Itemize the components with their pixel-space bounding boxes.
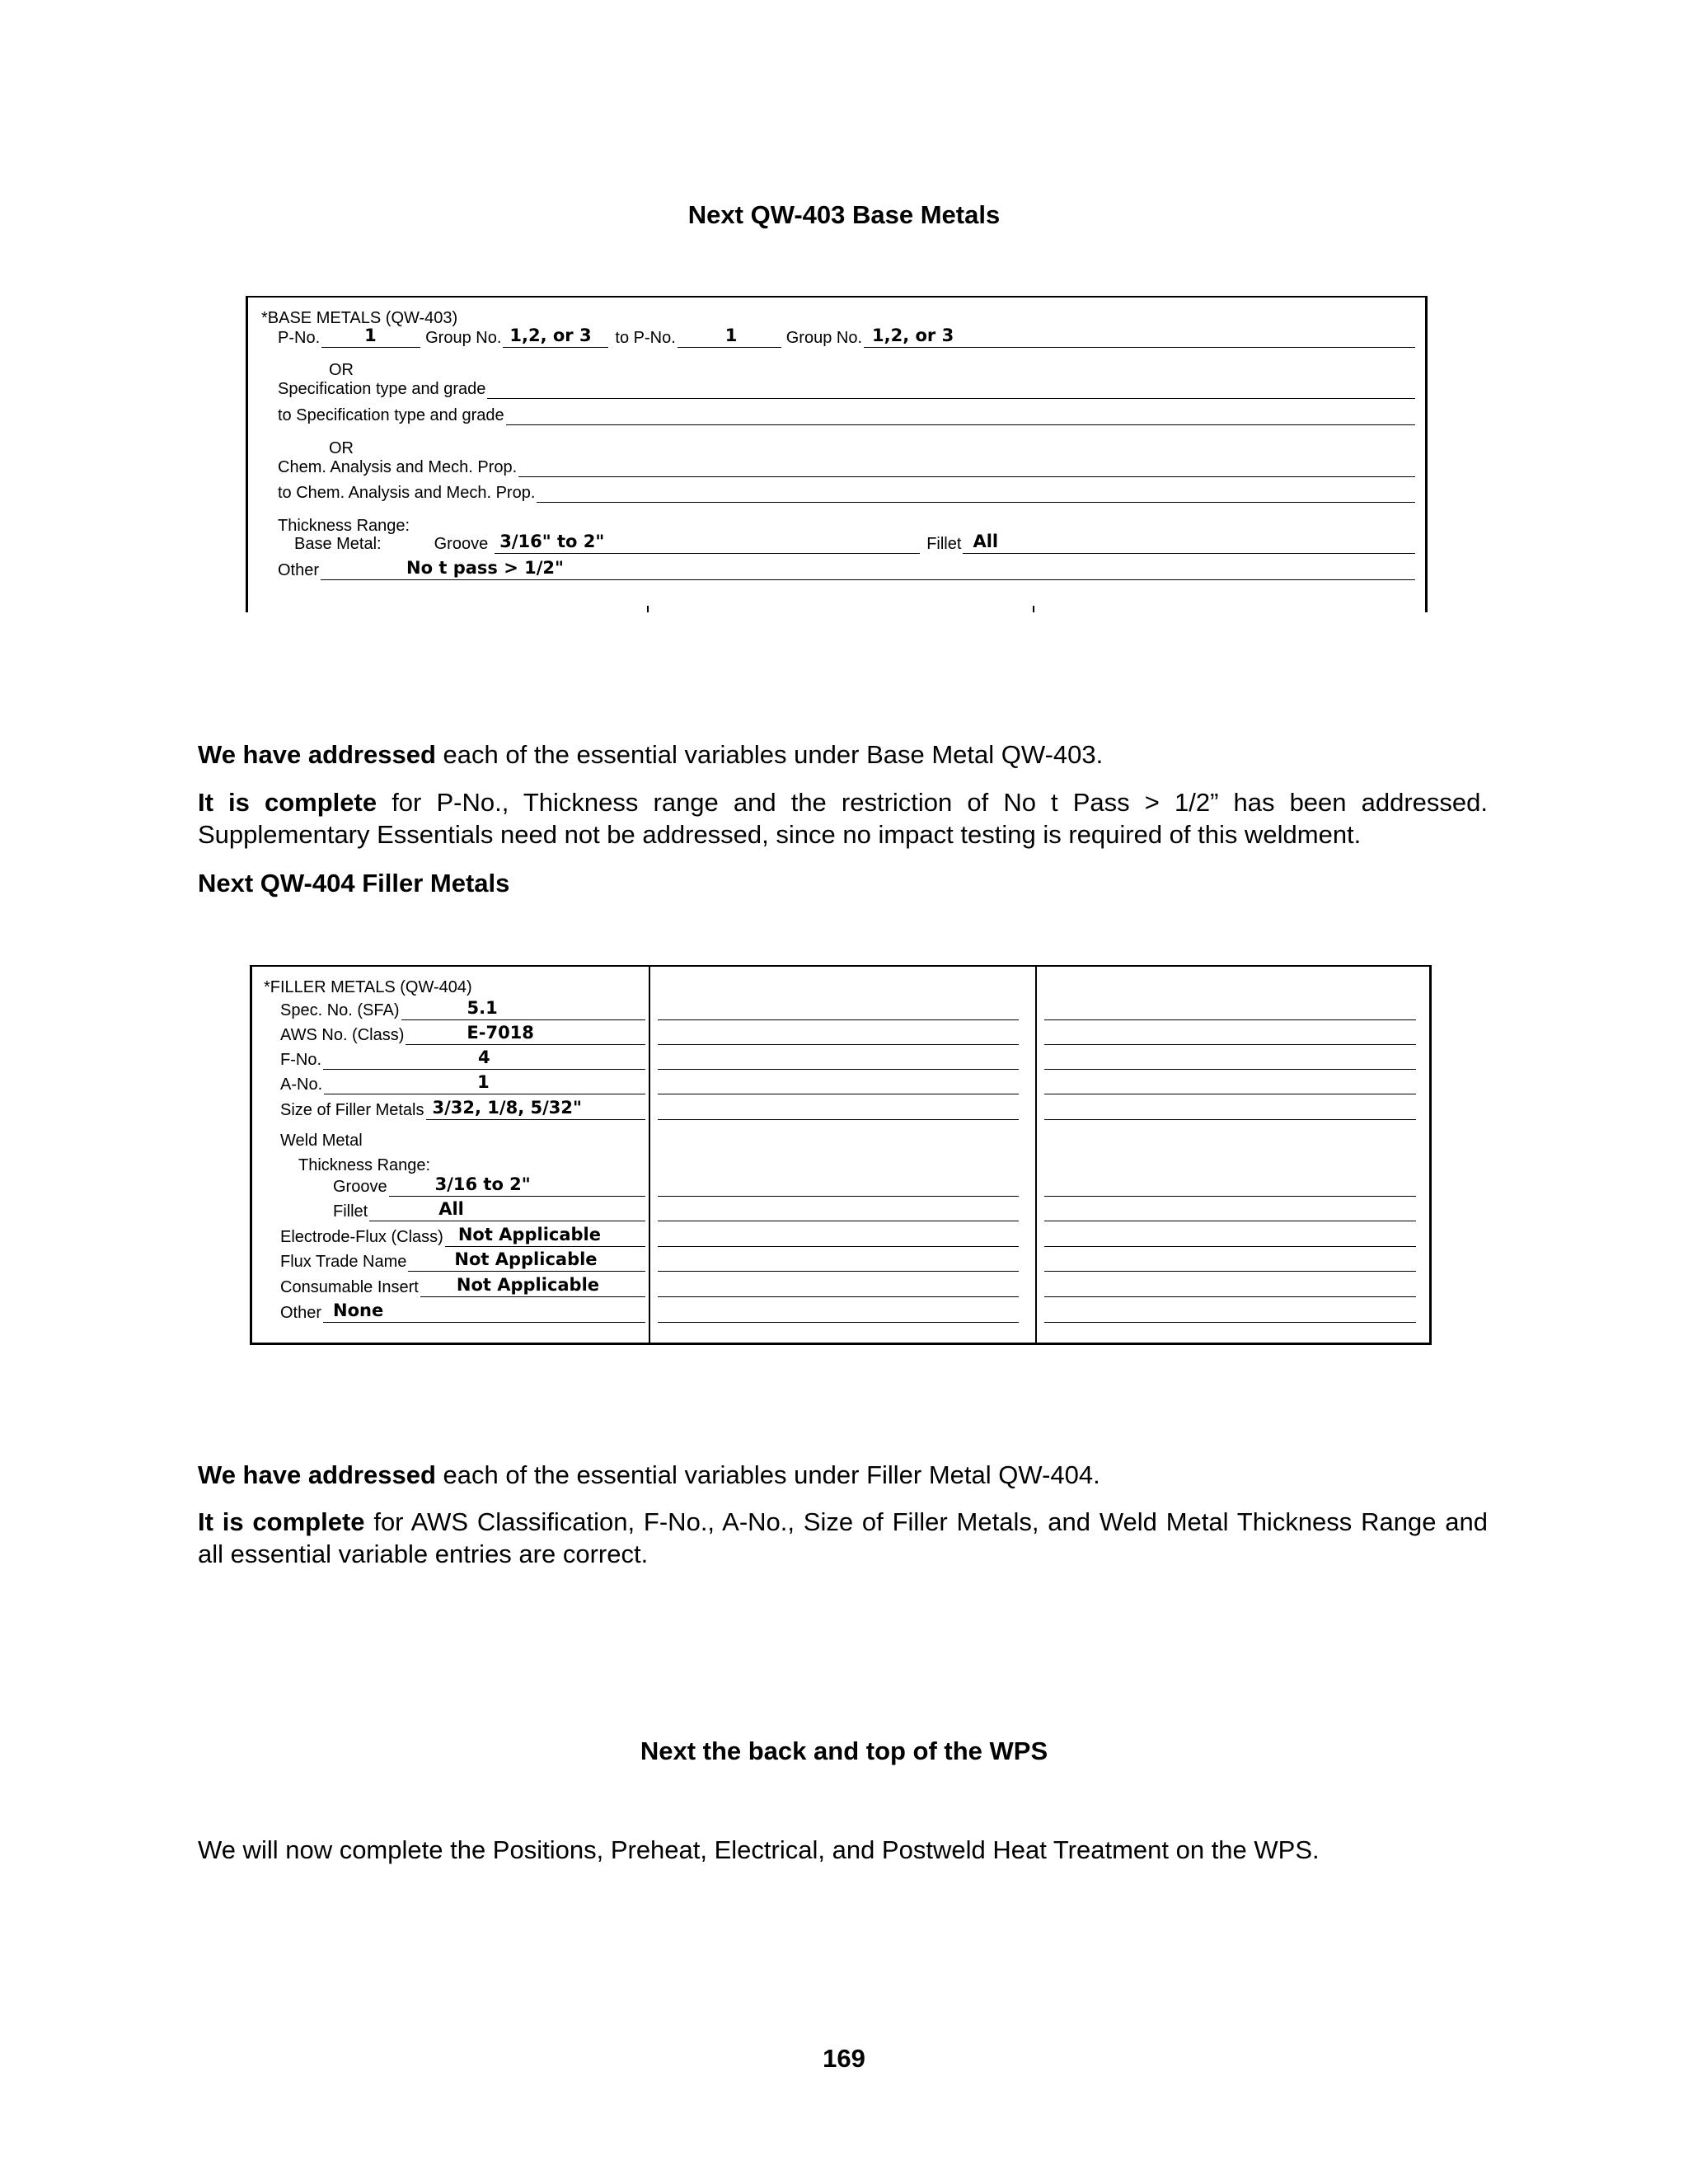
flux-trade-field[interactable]: [408, 1251, 645, 1272]
fillet-field[interactable]: [963, 533, 1415, 554]
spec-no-field[interactable]: [401, 1000, 646, 1020]
to-spec-type-field[interactable]: [506, 405, 1415, 425]
p-no-value: 1: [364, 326, 377, 345]
fm-addressed-paragraph: [198, 1459, 1488, 1491]
electrode-flux-field[interactable]: [445, 1226, 645, 1247]
heading-base-metals: Next QW-403 Base Metals: [687, 200, 1001, 229]
fm-col2-row-line: [658, 1019, 1019, 1020]
fm-col-divider-1: [649, 967, 650, 1343]
fm-col2-row-line: [658, 1044, 1019, 1045]
base-metal-label: Base Metal:: [294, 535, 382, 553]
fm-other-field[interactable]: [323, 1302, 645, 1323]
bm-or-2: OR: [329, 439, 354, 457]
f-no-field[interactable]: [323, 1049, 645, 1070]
to-spec-type-label: to Specification type and grade: [278, 406, 504, 424]
bm-addressed-paragraph: [198, 738, 1488, 771]
fm-col2-row-line: [658, 1069, 1019, 1070]
bm-addressed-rest: each of the essential variables under Base Metal QW-403.: [435, 740, 1104, 769]
fm-col3-row-line: [1044, 1246, 1416, 1247]
to-p-no-field[interactable]: [678, 327, 781, 348]
chem-field[interactable]: [518, 457, 1415, 477]
to-p-no-value: 1: [724, 326, 738, 345]
aws-no-field[interactable]: [406, 1024, 645, 1045]
bm-chem-row: [278, 457, 1415, 477]
bm-title: *BASE METALS (QW-403): [261, 309, 458, 327]
group-no-field[interactable]: [503, 327, 608, 348]
fillet-value: All: [973, 532, 999, 551]
fm-title: *FILLER METALS (QW-404): [264, 978, 472, 996]
fm-fillet-row: [333, 1201, 645, 1221]
aws-no-value: E-7018: [467, 1023, 534, 1043]
bm-other-label: Other: [278, 561, 320, 579]
fm-weld-metal: Weld Metal: [280, 1132, 363, 1150]
fm-fillet-field[interactable]: [369, 1201, 645, 1221]
fm-other-value: None: [333, 1301, 384, 1320]
a-no-field[interactable]: [324, 1074, 645, 1094]
group-no-value: 1,2, or 3: [509, 326, 592, 345]
fm-spec-row: [280, 1000, 645, 1020]
fm-addressed-bold: We have addressed: [198, 1460, 436, 1489]
f-no-value: 4: [478, 1047, 490, 1067]
fm-col3-row-line: [1044, 1296, 1416, 1297]
bm-other-field[interactable]: [321, 560, 1415, 580]
size-label: Size of Filler Metals: [280, 1101, 424, 1119]
fm-col2-row-line: [658, 1246, 1019, 1247]
a-no-label: A-No.: [280, 1076, 323, 1094]
to-p-no-label: to P-No.: [615, 329, 676, 347]
fm-col3-row-line: [1044, 1271, 1416, 1272]
fm-consumable-row: [280, 1277, 645, 1297]
fm-col-divider-2: [1035, 967, 1037, 1343]
fm-other-row: [280, 1302, 645, 1323]
fm-col2-row-line: [658, 1322, 1019, 1323]
p-no-label: P-No.: [278, 329, 321, 347]
fm-col2-row-line: [658, 1119, 1019, 1120]
groove-value: 3/16" to 2": [499, 532, 605, 551]
bm-other-value: No t pass > 1/2": [406, 558, 564, 578]
fm-col3-row-line: [1044, 1322, 1416, 1323]
bm-thickness-range: Thickness Range:: [278, 517, 410, 535]
fm-addressed-rest: each of the essential variables under Filler Metal QW-404.: [435, 1460, 1100, 1489]
bm-spec-row: [278, 378, 1415, 399]
fm-size-row: [280, 1099, 645, 1120]
fm-ano-row: [280, 1074, 645, 1094]
bm-complete-rest: for P-No., Thickness range and the restriction of No t Pass > 1/2” has been addressed. Supplementary Essentials need not be addressed, since no impact testing is required of this weldment.: [198, 788, 1489, 849]
fm-complete-bold: It is complete: [198, 1507, 365, 1536]
heading-back-top: Next the back and top of the WPS: [640, 1736, 1048, 1765]
page-number: 169: [823, 2044, 865, 2073]
final-paragraph: We will now complete the Positions, Preheat, Electrical, and Postweld Heat Treatment on the WPS.: [198, 1835, 1320, 1864]
base-metals-form: [246, 296, 1428, 612]
fm-col2-row-line: [658, 1296, 1019, 1297]
size-field[interactable]: [426, 1099, 646, 1120]
bm-other-row: [278, 560, 1415, 580]
consumable-label: Consumable Insert: [280, 1278, 419, 1296]
bm-tick-1: [647, 606, 649, 612]
bm-or-1: OR: [329, 361, 354, 379]
group-no-value-2: 1,2, or 3: [872, 326, 954, 345]
a-no-value: 1: [477, 1072, 490, 1092]
flux-trade-value: Not Applicable: [454, 1249, 598, 1269]
bm-complete-bold: It is complete: [198, 788, 377, 817]
fm-electrode-row: [280, 1226, 645, 1247]
fm-col3-row-line: [1044, 1119, 1416, 1120]
fm-col3-row-line: [1044, 1019, 1416, 1020]
flux-trade-label: Flux Trade Name: [280, 1253, 407, 1271]
group-no-label: Group No.: [425, 329, 502, 347]
bm-to-chem-row: [278, 482, 1415, 503]
fm-groove-label: Groove: [333, 1178, 387, 1196]
fm-flux-trade-row: [280, 1251, 645, 1272]
groove-label: Groove: [434, 535, 489, 553]
spec-type-field[interactable]: [487, 378, 1415, 399]
groove-field[interactable]: [495, 533, 920, 554]
fm-groove-field[interactable]: [389, 1176, 645, 1197]
filler-metals-form: [250, 965, 1432, 1345]
to-chem-field[interactable]: [537, 482, 1415, 503]
heading-filler-metals: Next QW-404 Filler Metals: [198, 869, 510, 898]
bm-pno-row: [278, 327, 1415, 348]
to-chem-label: to Chem. Analysis and Mech. Prop.: [278, 484, 536, 502]
fm-col3-row-line: [1044, 1196, 1416, 1197]
p-no-field[interactable]: [321, 327, 420, 348]
fm-fno-row: [280, 1049, 645, 1070]
spec-no-label: Spec. No. (SFA): [280, 1001, 400, 1019]
fm-groove-row: [333, 1176, 645, 1197]
bm-base-metal-row: [294, 533, 1415, 554]
fm-fillet-label: Fillet: [333, 1202, 368, 1221]
size-value: 3/32, 1/8, 5/32": [432, 1098, 582, 1118]
fillet-label: Fillet: [926, 535, 962, 553]
f-no-label: F-No.: [280, 1051, 321, 1069]
chem-label: Chem. Analysis and Mech. Prop.: [278, 458, 518, 476]
fm-other-label: Other: [280, 1304, 322, 1322]
bm-addressed-bold: We have addressed: [198, 740, 436, 769]
fm-col2-row-line: [658, 1196, 1019, 1197]
bm-to-spec-row: [278, 405, 1415, 425]
consumable-value: Not Applicable: [456, 1275, 600, 1295]
consumable-field[interactable]: [420, 1277, 645, 1297]
fm-groove-value: 3/16 to 2": [434, 1174, 531, 1194]
fm-thickness-range: Thickness Range:: [298, 1156, 431, 1174]
aws-no-label: AWS No. (Class): [280, 1026, 405, 1044]
electrode-flux-label: Electrode-Flux (Class): [280, 1228, 443, 1246]
fm-aws-row: [280, 1024, 645, 1045]
fm-complete-rest: for AWS Classification, F-No., A-No., Size of Filler Metals, and Weld Metal Thickness Range and all essential variable entries are correct.: [198, 1507, 1488, 1568]
fm-fillet-value: All: [438, 1199, 464, 1219]
group-no-label-2: Group No.: [785, 329, 863, 347]
fm-col3-row-line: [1044, 1044, 1416, 1045]
electrode-flux-value: Not Applicable: [457, 1225, 601, 1244]
fm-complete-paragraph: [198, 1506, 1488, 1570]
bm-tick-2: [1033, 606, 1034, 612]
fm-col3-row-line: [1044, 1069, 1416, 1070]
spec-no-value: 5.1: [467, 998, 498, 1018]
group-no-field-2[interactable]: [864, 327, 1415, 348]
fm-col2-row-line: [658, 1271, 1019, 1272]
spec-type-label: Specification type and grade: [278, 380, 486, 398]
bm-complete-paragraph: [198, 786, 1488, 851]
